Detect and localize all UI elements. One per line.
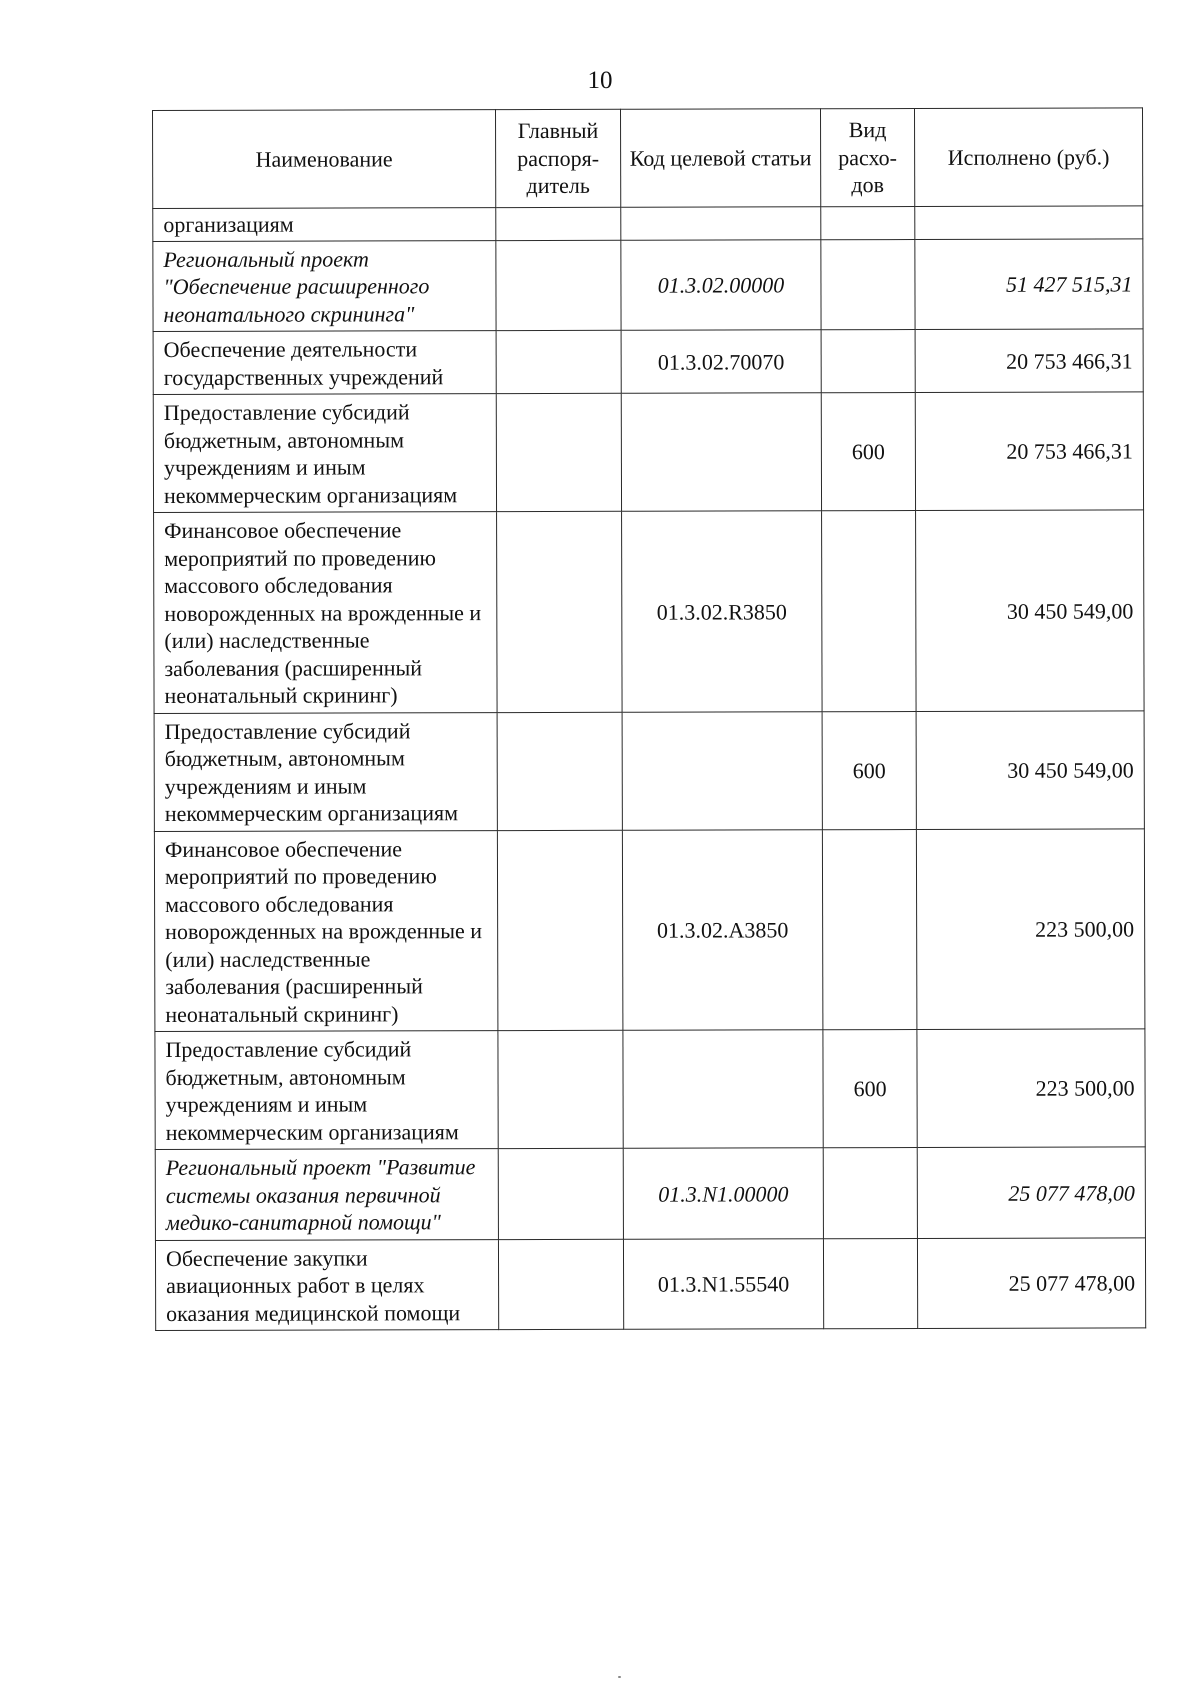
cell-target-item-code	[621, 393, 821, 512]
cell-name: Региональный проект "Развитие системы оказания первичной медико-санитарной помощи"	[155, 1149, 498, 1240]
cell-executed-amount: 20 753 466,31	[915, 329, 1143, 393]
table-row	[154, 710, 1144, 831]
cell-executed-amount: 25 077 478,00	[917, 1147, 1145, 1238]
page-number: 10	[587, 67, 613, 94]
cell-target-item-code: 01.3.02.R3850	[622, 511, 823, 712]
cell-expense-type	[821, 207, 915, 240]
table-row	[155, 1147, 1145, 1240]
cell-executed-amount: 25 077 478,00	[917, 1237, 1145, 1328]
cell-name: Предоставление субсидий бюджетным, автономным учреждениям и иным некоммерческим организациям	[153, 394, 496, 513]
scan-speck	[618, 1676, 621, 1678]
table-row	[155, 1029, 1145, 1150]
cell-name: Финансовое обеспечение мероприятий по проведению массового обследования новорожденных на врожденные и (или) наследственные заболевания (расширенный неонатальный скрининг)	[154, 830, 498, 1031]
cell-name: Финансовое обеспечение мероприятий по проведению массового обследования новорожденных на врожденные и (или) наследственные заболевания (расширенный неонатальный скрининг)	[154, 512, 498, 713]
cell-chief-administrator	[496, 330, 621, 393]
cell-target-item-code: 01.3.02.00000	[621, 239, 821, 330]
cell-chief-administrator	[496, 240, 621, 331]
cell-target-item-code	[621, 207, 821, 240]
cell-name: Обеспечение закупки авиационных работ в целях оказания медицинской помощи	[155, 1239, 498, 1330]
cell-executed-amount	[915, 206, 1143, 239]
cell-target-item-code	[623, 1030, 823, 1149]
cell-executed-amount: 30 450 549,00	[916, 710, 1144, 829]
cell-target-item-code: 01.3.02.70070	[621, 330, 821, 394]
cell-chief-administrator	[497, 712, 622, 830]
table-row	[154, 828, 1145, 1031]
cell-expense-type: 600	[823, 1030, 917, 1148]
cell-expense-type	[823, 1148, 917, 1239]
table-row	[155, 1237, 1145, 1330]
budget-execution-table	[152, 107, 1146, 1331]
cell-chief-administrator	[496, 207, 621, 240]
cell-name: Региональный проект "Обеспечение расширенного неонатального скрининга"	[153, 240, 496, 331]
cell-expense-type	[822, 829, 917, 1030]
cell-chief-administrator	[498, 1239, 623, 1330]
cell-expense-type	[823, 1238, 917, 1329]
cell-name: организациям	[153, 208, 496, 241]
cell-name: Обеспечение деятельности государственных учреждений	[153, 331, 496, 395]
cell-chief-administrator	[498, 1030, 623, 1148]
cell-chief-administrator	[496, 393, 621, 511]
cell-expense-type: 600	[821, 393, 915, 511]
cell-chief-administrator	[498, 1148, 623, 1239]
cell-name: Предоставление субсидий бюджетным, автономным учреждениям и иным некоммерческим организациям	[154, 712, 497, 831]
cell-expense-type	[821, 239, 915, 330]
table-row	[153, 329, 1143, 395]
table-row	[153, 238, 1143, 331]
header-expense-type: Вид расхо-дов	[820, 109, 914, 207]
cell-executed-amount: 51 427 515,31	[915, 238, 1143, 329]
cell-name: Предоставление субсидий бюджетным, автономным учреждениям и иным некоммерческим организациям	[155, 1031, 498, 1150]
table-row	[153, 206, 1143, 241]
cell-expense-type	[822, 511, 917, 712]
header-chief-administrator: Главный распоря-дитель	[496, 109, 621, 207]
cell-executed-amount: 20 753 466,31	[915, 392, 1143, 511]
cell-expense-type: 600	[822, 711, 916, 829]
cell-target-item-code: 01.3.02.А3850	[622, 829, 823, 1030]
table-header-row	[153, 108, 1143, 209]
header-target-item-code: Код целевой статьи	[620, 109, 820, 208]
table-row	[153, 392, 1143, 513]
header-name: Наименование	[153, 110, 496, 209]
cell-executed-amount: 223 500,00	[917, 1029, 1145, 1148]
cell-target-item-code: 01.3.N1.00000	[623, 1148, 823, 1239]
cell-target-item-code: 01.3.N1.55540	[623, 1238, 823, 1329]
cell-chief-administrator	[497, 830, 623, 1031]
cell-executed-amount: 30 450 549,00	[916, 510, 1145, 711]
cell-expense-type	[821, 330, 915, 393]
cell-target-item-code	[622, 711, 822, 830]
cell-executed-amount: 223 500,00	[916, 828, 1145, 1029]
header-executed-amount: Исполнено (руб.)	[914, 108, 1142, 207]
cell-chief-administrator	[497, 511, 623, 712]
table-row	[154, 510, 1145, 713]
